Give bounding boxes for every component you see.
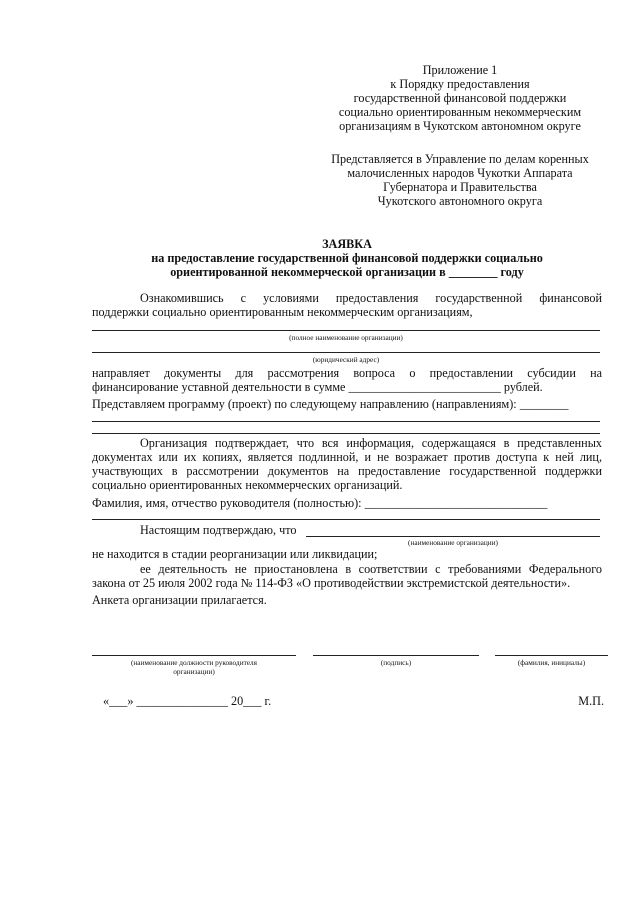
subtitle-line: на предоставление государственной финансовой поддержки социально <box>151 251 543 265</box>
addressee-line: малочисленных народов Чукотки Аппарата <box>347 166 573 180</box>
document-subtitle <box>0 251 640 279</box>
addressee-line: Чукотского автономного округа <box>377 194 543 208</box>
intro-line: Ознакомившись с условиями предоставления государственной финансовой <box>140 291 602 305</box>
legal-address-caption: (юридический адрес) <box>312 355 380 364</box>
signature-field-line <box>313 655 479 656</box>
addressee-block <box>300 152 620 208</box>
position-caption-line: (наименование должности руководителя <box>130 658 258 667</box>
org-name-caption: (наименование организации) <box>408 538 498 547</box>
intro-paragraph <box>92 291 602 319</box>
appendix-line: государственной финансовой поддержки <box>353 91 567 105</box>
activity-paragraph <box>92 562 602 590</box>
legal-address-field-line <box>92 352 600 353</box>
confirm-line: социально ориентированных некоммерческих организаций. <box>92 478 403 492</box>
confirm-line: участвующих в рассмотрении документов на предоставление государственной поддержки <box>92 464 602 478</box>
intro-line: поддержки социально ориентированным некоммерческим организациям, <box>92 305 473 319</box>
directs-line: финансирование уставной деятельности в сумме _________________________ рублей. <box>92 380 543 394</box>
stamp-mark: М.П. <box>578 694 604 708</box>
appendix-block <box>300 63 620 133</box>
subtitle-line: ориентированной некоммерческой организации в ________ году <box>170 265 524 279</box>
activity-line: закона от 25 июля 2002 года № 114-ФЗ «О противодействии экстремистской деятельности». <box>92 576 571 590</box>
confirm-paragraph <box>92 436 602 492</box>
appendix-line: социально ориентированным некоммерческим <box>338 105 582 119</box>
addressee-line: Губернатора и Правительства <box>383 180 537 194</box>
date-line: «___» _______________ 20___ г. <box>103 694 272 708</box>
hereby-text: Настоящим подтверждаю, что <box>140 523 297 537</box>
addressee-line: Представляется в Управление по делам коренных <box>331 152 589 166</box>
directs-paragraph <box>92 366 602 394</box>
not-reorg-text: не находится в стадии реорганизации или ликвидации; <box>92 547 378 561</box>
position-field-line <box>92 655 296 656</box>
name-initials-field-line <box>495 655 608 656</box>
org-name-field-line <box>306 536 600 537</box>
program-field-line-1 <box>92 421 600 422</box>
directs-line: направляет документы для рассмотрения вопроса о предоставлении субсидии на <box>92 366 602 380</box>
full-name-field-line <box>92 330 600 331</box>
confirm-line: Организация подтверждает, что вся информация, содержащаяся в представленных <box>140 436 602 450</box>
confirm-line: документах или их копиях, является подлинной, и не возражает против доступа к ней лиц, <box>92 450 602 464</box>
appendix-line: организациям в Чукотском автономном округе <box>339 119 581 133</box>
program-paragraph: Представляем программу (проект) по следующему направлению (направлениям): ________ <box>92 397 569 411</box>
position-caption <box>92 658 296 676</box>
head-name-field-line <box>92 519 600 520</box>
program-field-line-2 <box>92 433 600 434</box>
questionnaire-text: Анкета организации прилагается. <box>92 593 267 607</box>
name-initials-caption: (фамилия, инициалы) <box>517 658 586 667</box>
appendix-line: к Порядку предоставления <box>390 77 530 91</box>
document-title: ЗАЯВКА <box>322 237 372 251</box>
head-name-paragraph: Фамилия, имя, отчество руководителя (полностью): ______________________________ <box>92 496 548 510</box>
appendix-line: Приложение 1 <box>422 63 498 77</box>
activity-line: ее деятельность не приостановлена в соответствии с требованиями Федерального <box>140 562 602 576</box>
signature-caption: (подпись) <box>380 658 412 667</box>
position-caption-line: организации) <box>173 667 215 676</box>
full-name-caption: (полное наименование организации) <box>289 333 403 342</box>
